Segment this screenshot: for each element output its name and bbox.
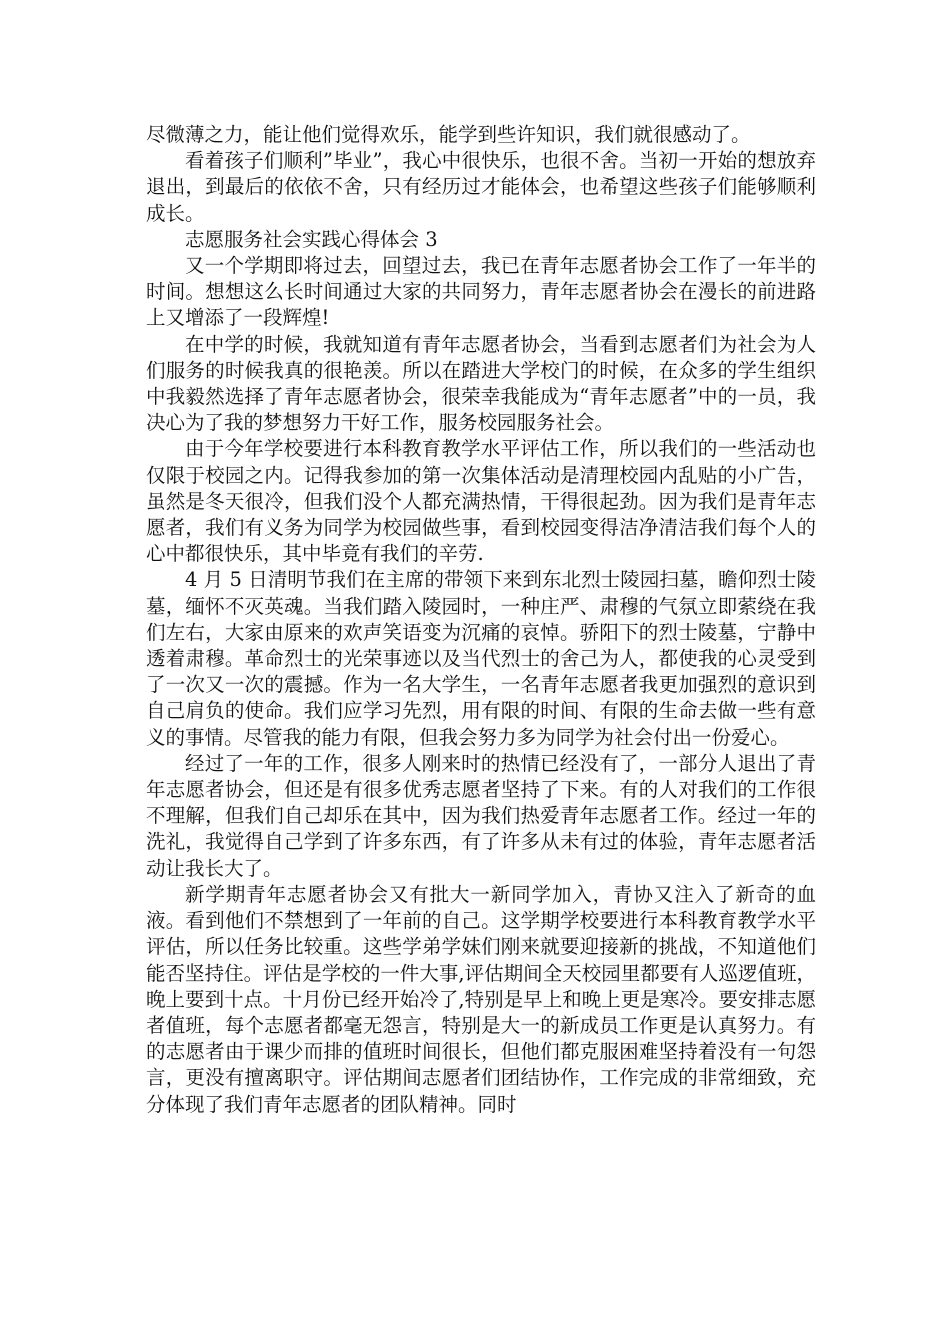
paragraph: 经过了一年的工作，很多人刚来时的热情已经没有了，一部分人退出了青年志愿者协会，但还是有很多优秀志愿者坚持了下来。有的人对我们的工作很不理解，但我们自己却乐在其中，因为我们热爱青年志愿者工作。经过一年的洗礼，我觉得自己学到了许多东西，有了许多从未有过的体验，青年志愿者活动让我长大了。 [146, 751, 816, 880]
paragraph: 由于今年学校要进行本科教育教学水平评估工作，所以我们的一些活动也仅限于校园之内。记得我参加的第一次集体活动是清理校园内乱贴的小广告，虽然是冬天很冷，但我们没个人都充满热情，干得很起劲。因为我们是青年志愿者，我们有义务为同学为校园做些事，看到校园变得洁净清洁我们每个人的心中都很快乐，其中毕竟有我们的辛劳. [146, 437, 816, 566]
section-heading: 志愿服务社会实践心得体会 3 [185, 227, 438, 251]
paragraph: 4 月 5 日清明节我们在主席的带领下来到东北烈士陵园扫墓，瞻仰烈士陵墓，缅怀不灭英魂。当我们踏入陵园时，一种庄严、肃穆的气氛立即萦绕在我们左右，大家由原来的欢声笑语变为沉痛的哀悼。骄阳下的烈士陵墓，宁静中透着肃穆。革命烈士的光荣事迹以及当代烈士的舍己为人，都使我的心灵受到了一次又一次的震撼。作为一名大学生，一名青年志愿者我更加强烈的意识到自己肩负的使命。我们应学习先烈，用有限的时间、有限的生命去做一些有意义的事情。尽管我的能力有限，但我会努力多为同学为社会付出一份爱心。 [146, 568, 816, 749]
document-body [146, 122, 816, 1118]
paragraph: 又一个学期即将过去，回望过去，我已在青年志愿者协会工作了一年半的时间。想想这么长时间通过大家的共同努力，青年志愿者协会在漫长的前进路上又增添了一段辉煌! [146, 254, 816, 330]
paragraph: 看着孩子们顺利”毕业”，我心中很快乐，也很不舍。当初一开始的想放弃退出，到最后的依依不舍，只有经历过才能体会，也希望这些孩子们能够顺利成长。 [146, 149, 816, 225]
paragraph: 新学期青年志愿者协会又有批大一新同学加入，青协又注入了新奇的血液。看到他们不禁想到了一年前的自己。这学期学校要进行本科教育教学水平评估，所以任务比较重。这些学弟学妹们刚来就要迎接新的挑战，不知道他们能否坚持住。评估是学校的一件大事,评估期间全天校园里都要有人巡逻值班，晚上要到十点。十月份已经开始冷了,特别是早上和晚上更是寒冷。要安排志愿者值班，每个志愿者都毫无怨言，特别是大一的新成员工作更是认真努力。有的志愿者由于课少而排的值班时间很长，但他们都克服困难坚持着没有一句怨言，更没有擅离职守。评估期间志愿者们团结协作，工作完成的非常细致，充分体现了我们青年志愿者的团队精神。同时 [146, 882, 816, 1116]
paragraph: 在中学的时候，我就知道有青年志愿者协会，当看到志愿者们为社会为人们服务的时候我真的很艳羡。所以在踏进大学校门的时候，在众多的学生组织中我毅然选择了青年志愿者协会，很荣幸我能成为“青年志愿者”中的一员，我决心为了我的梦想努力干好工作，服务校园服务社会。 [146, 332, 816, 435]
paragraph-continuation: 尽微薄之力，能让他们觉得欢乐，能学到些许知识，我们就很感动了。 [146, 123, 751, 146]
